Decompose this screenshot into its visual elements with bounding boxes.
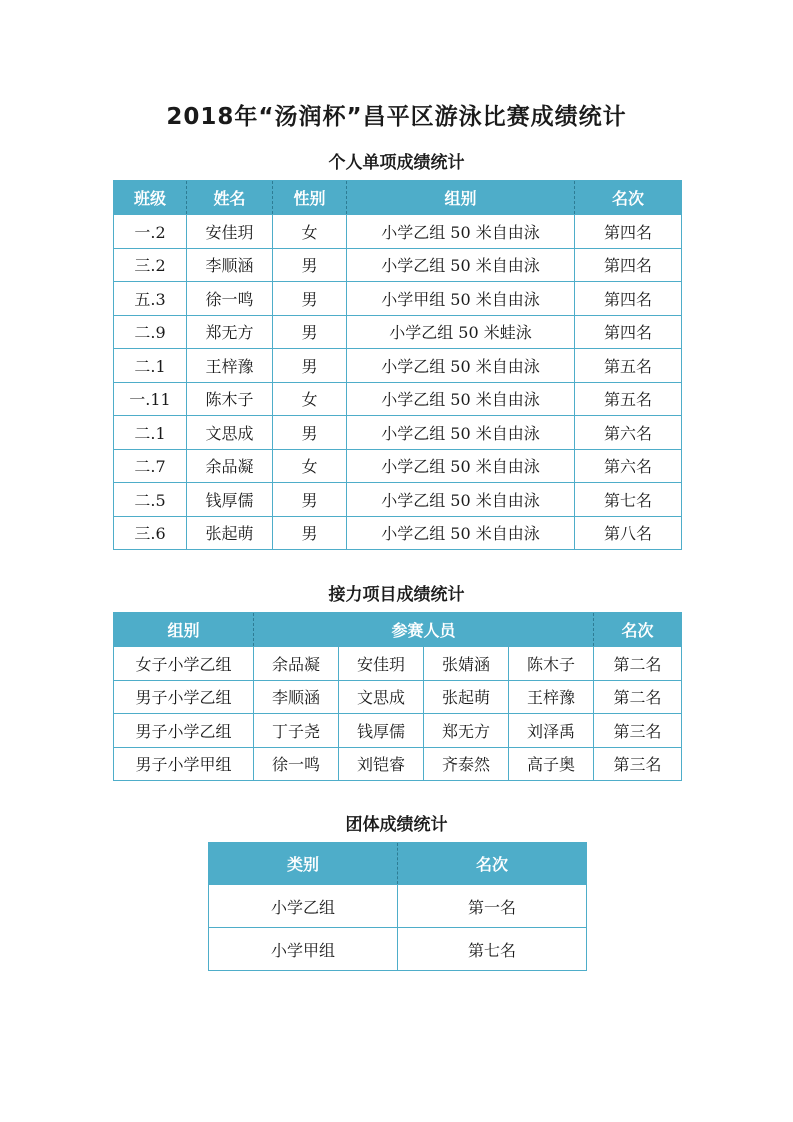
header-group: 组别 xyxy=(347,181,575,215)
group-cell: 小学乙组 50 米自由泳 xyxy=(347,483,575,517)
group-cell: 小学乙组 50 米自由泳 xyxy=(347,449,575,483)
rank-cell: 第三名 xyxy=(594,714,682,748)
class-cell: 三.6 xyxy=(114,516,187,550)
group-cell: 小学乙组 50 米自由泳 xyxy=(347,416,575,450)
class-cell: 一.11 xyxy=(114,382,187,416)
member-cell: 王梓豫 xyxy=(509,680,594,714)
rank-cell: 第一名 xyxy=(398,885,587,928)
table-row xyxy=(209,928,587,971)
member-cell: 丁子尧 xyxy=(254,714,339,748)
rank-cell: 第四名 xyxy=(575,215,682,249)
member-cell: 钱厚儒 xyxy=(339,714,424,748)
rank-cell: 第五名 xyxy=(575,382,682,416)
table-row xyxy=(114,282,682,316)
group-cell: 女子小学乙组 xyxy=(114,647,254,681)
table-row xyxy=(114,382,682,416)
gender-cell: 男 xyxy=(273,483,347,517)
class-cell: 二.1 xyxy=(114,349,187,383)
member-cell: 齐泰然 xyxy=(424,747,509,781)
table-row xyxy=(114,483,682,517)
table-row xyxy=(114,680,682,714)
member-cell: 张起萌 xyxy=(424,680,509,714)
gender-cell: 男 xyxy=(273,248,347,282)
rank-cell: 第六名 xyxy=(575,449,682,483)
member-cell: 文思成 xyxy=(339,680,424,714)
class-cell: 五.3 xyxy=(114,282,187,316)
group-cell: 小学乙组 50 米自由泳 xyxy=(347,516,575,550)
table-row xyxy=(114,516,682,550)
rank-cell: 第七名 xyxy=(575,483,682,517)
rank-cell: 第二名 xyxy=(594,647,682,681)
gender-cell: 男 xyxy=(273,516,347,550)
table-row xyxy=(114,248,682,282)
header-rank: 名次 xyxy=(594,613,682,647)
member-cell: 陈木子 xyxy=(509,647,594,681)
header-rank: 名次 xyxy=(398,843,587,885)
member-cell: 徐一鸣 xyxy=(254,747,339,781)
name-cell: 王梓豫 xyxy=(187,349,273,383)
relay-results-table xyxy=(113,612,682,781)
table-header-row xyxy=(209,843,587,885)
gender-cell: 男 xyxy=(273,349,347,383)
name-cell: 文思成 xyxy=(187,416,273,450)
group-cell: 小学乙组 50 米自由泳 xyxy=(347,349,575,383)
class-cell: 二.1 xyxy=(114,416,187,450)
member-cell: 刘泽禹 xyxy=(509,714,594,748)
table-row xyxy=(114,215,682,249)
name-cell: 张起萌 xyxy=(187,516,273,550)
header-class: 班级 xyxy=(114,181,187,215)
individual-results-table xyxy=(113,180,682,550)
group-cell: 小学乙组 50 米蛙泳 xyxy=(347,315,575,349)
name-cell: 余品凝 xyxy=(187,449,273,483)
table-row xyxy=(114,714,682,748)
gender-cell: 女 xyxy=(273,382,347,416)
table-row xyxy=(114,747,682,781)
member-cell: 郑无方 xyxy=(424,714,509,748)
class-cell: 一.2 xyxy=(114,215,187,249)
page-title: 2018年“汤润杯”昌平区游泳比赛成绩统计 xyxy=(166,104,627,130)
gender-cell: 男 xyxy=(273,416,347,450)
rank-cell: 第八名 xyxy=(575,516,682,550)
member-cell: 高子奥 xyxy=(509,747,594,781)
name-cell: 钱厚儒 xyxy=(187,483,273,517)
header-rank: 名次 xyxy=(575,181,682,215)
header-members: 参赛人员 xyxy=(254,613,594,647)
table-row xyxy=(114,647,682,681)
name-cell: 李顺涵 xyxy=(187,248,273,282)
rank-cell: 第六名 xyxy=(575,416,682,450)
rank-cell: 第七名 xyxy=(398,928,587,971)
gender-cell: 女 xyxy=(273,215,347,249)
name-cell: 安佳玥 xyxy=(187,215,273,249)
relay-heading: 接力项目成绩统计 xyxy=(328,585,465,605)
group-cell: 男子小学甲组 xyxy=(114,747,254,781)
name-cell: 徐一鸣 xyxy=(187,282,273,316)
group-cell: 小学乙组 50 米自由泳 xyxy=(347,382,575,416)
member-cell: 刘铠睿 xyxy=(339,747,424,781)
team-results-table xyxy=(208,842,587,971)
class-cell: 二.5 xyxy=(114,483,187,517)
rank-cell: 第四名 xyxy=(575,248,682,282)
header-gender: 性别 xyxy=(273,181,347,215)
member-cell: 余品凝 xyxy=(254,647,339,681)
table-row xyxy=(114,416,682,450)
table-row xyxy=(209,885,587,928)
table-row xyxy=(114,449,682,483)
member-cell: 李顺涵 xyxy=(254,680,339,714)
group-cell: 小学乙组 50 米自由泳 xyxy=(347,248,575,282)
member-cell: 安佳玥 xyxy=(339,647,424,681)
class-cell: 三.2 xyxy=(114,248,187,282)
rank-cell: 第五名 xyxy=(575,349,682,383)
table-header-row xyxy=(114,613,682,647)
rank-cell: 第三名 xyxy=(594,747,682,781)
rank-cell: 第四名 xyxy=(575,282,682,316)
category-cell: 小学甲组 xyxy=(209,928,398,971)
member-cell: 张婧涵 xyxy=(424,647,509,681)
rank-cell: 第四名 xyxy=(575,315,682,349)
group-cell: 男子小学乙组 xyxy=(114,714,254,748)
table-row xyxy=(114,349,682,383)
table-header-row xyxy=(114,181,682,215)
rank-cell: 第二名 xyxy=(594,680,682,714)
header-name: 姓名 xyxy=(187,181,273,215)
header-group: 组别 xyxy=(114,613,254,647)
group-cell: 小学乙组 50 米自由泳 xyxy=(347,215,575,249)
group-cell: 小学甲组 50 米自由泳 xyxy=(347,282,575,316)
name-cell: 陈木子 xyxy=(187,382,273,416)
category-cell: 小学乙组 xyxy=(209,885,398,928)
gender-cell: 男 xyxy=(273,315,347,349)
table-row xyxy=(114,315,682,349)
individual-heading: 个人单项成绩统计 xyxy=(328,153,465,173)
team-heading: 团体成绩统计 xyxy=(345,815,448,835)
gender-cell: 女 xyxy=(273,449,347,483)
gender-cell: 男 xyxy=(273,282,347,316)
group-cell: 男子小学乙组 xyxy=(114,680,254,714)
class-cell: 二.7 xyxy=(114,449,187,483)
name-cell: 郑无方 xyxy=(187,315,273,349)
header-category: 类别 xyxy=(209,843,398,885)
class-cell: 二.9 xyxy=(114,315,187,349)
